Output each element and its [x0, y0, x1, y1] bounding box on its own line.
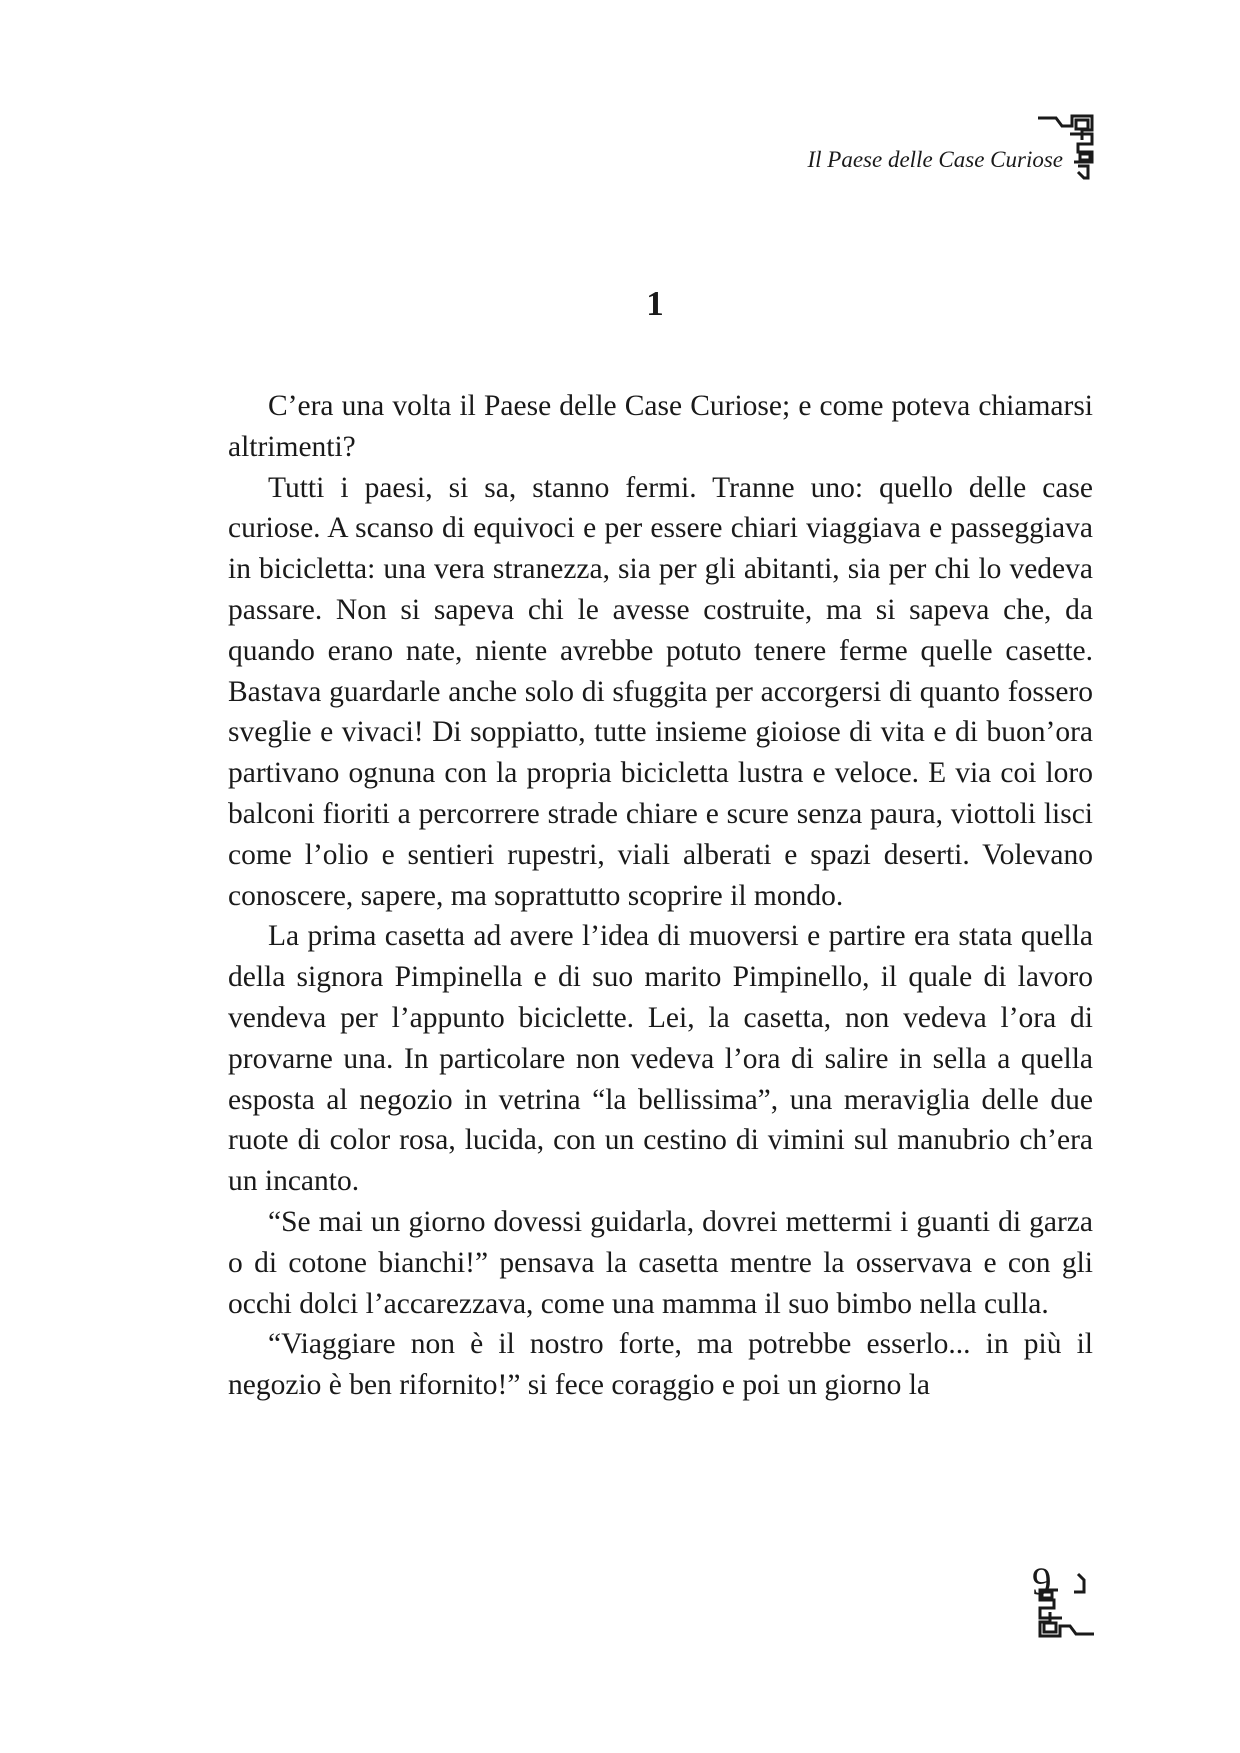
greek-key-corner-ornament-icon-bottom	[1038, 1572, 1094, 1638]
chapter-number: 1	[646, 284, 664, 323]
running-header: Il Paese delle Case Curiose	[807, 147, 1063, 172]
paragraph-5: “Viaggiare non è il nostro forte, ma potrebbe esserlo... in più il negozio è ben rifornito!” si fece coraggio e poi un giorno la	[228, 1328, 1093, 1402]
greek-key-corner-ornament-icon	[1038, 114, 1094, 180]
page-number: 9	[1032, 1560, 1052, 1603]
paragraph-1: C’era una volta il Paese delle Case Curiose; e come poteva chiamarsi altrimenti?	[228, 390, 1093, 463]
paragraph-2: Tutti i paesi, si sa, stanno fermi. Tranne uno: quello delle case curiose. A scanso di equivoci e per essere chiari viaggiava e passeggiava in bicicletta: una vera stranezza, sia per gli abitanti, sia per chi lo vedeva passare. Non si sapeva chi le avesse costruite, ma si sapeva che, da quando erano nate, niente avrebbe potuto tenere ferme quelle casette. Bastava guardarle anche solo di sfuggita per accorgersi di quanto fossero sveglie e vivaci! Di soppiatto, tutte insieme gioiose di vita e di buon’ora partivano ognuna con la propria bicicletta lustra e veloce. E via coi loro balconi fioriti a percorrere strade chiare e scure senza paura, viottoli lisci come l’olio e sentieri rupestri, viali alberati e spazi deserti. Volevano conoscere, sapere, ma soprattutto scoprire il mondo.	[228, 471, 1093, 912]
paragraph-4: “Se mai un giorno dovessi guidarla, dovrei mettermi i guanti di garza o di cotone bianchi!” pensava la casetta mentre la osservava e con gli occhi dolci l’accarezzava, come una mamma il suo bimbo nella culla.	[228, 1205, 1093, 1320]
body-text	[228, 386, 1093, 1406]
paragraph-3: La prima casetta ad avere l’idea di muoversi e partire era stata quella della signora Pimpinella e di suo marito Pimpinello, il quale di lavoro vendeva per l’appunto biciclette. Lei, la casetta, non vedeva l’ora di provarne una. In particolare non vedeva l’ora di salire in sella a quella esposta al negozio in vetrina “la bellissima”, una meraviglia delle due ruote di color rosa, lucida, con un cestino di vimini sul manubrio ch’era un incanto.	[228, 920, 1093, 1198]
